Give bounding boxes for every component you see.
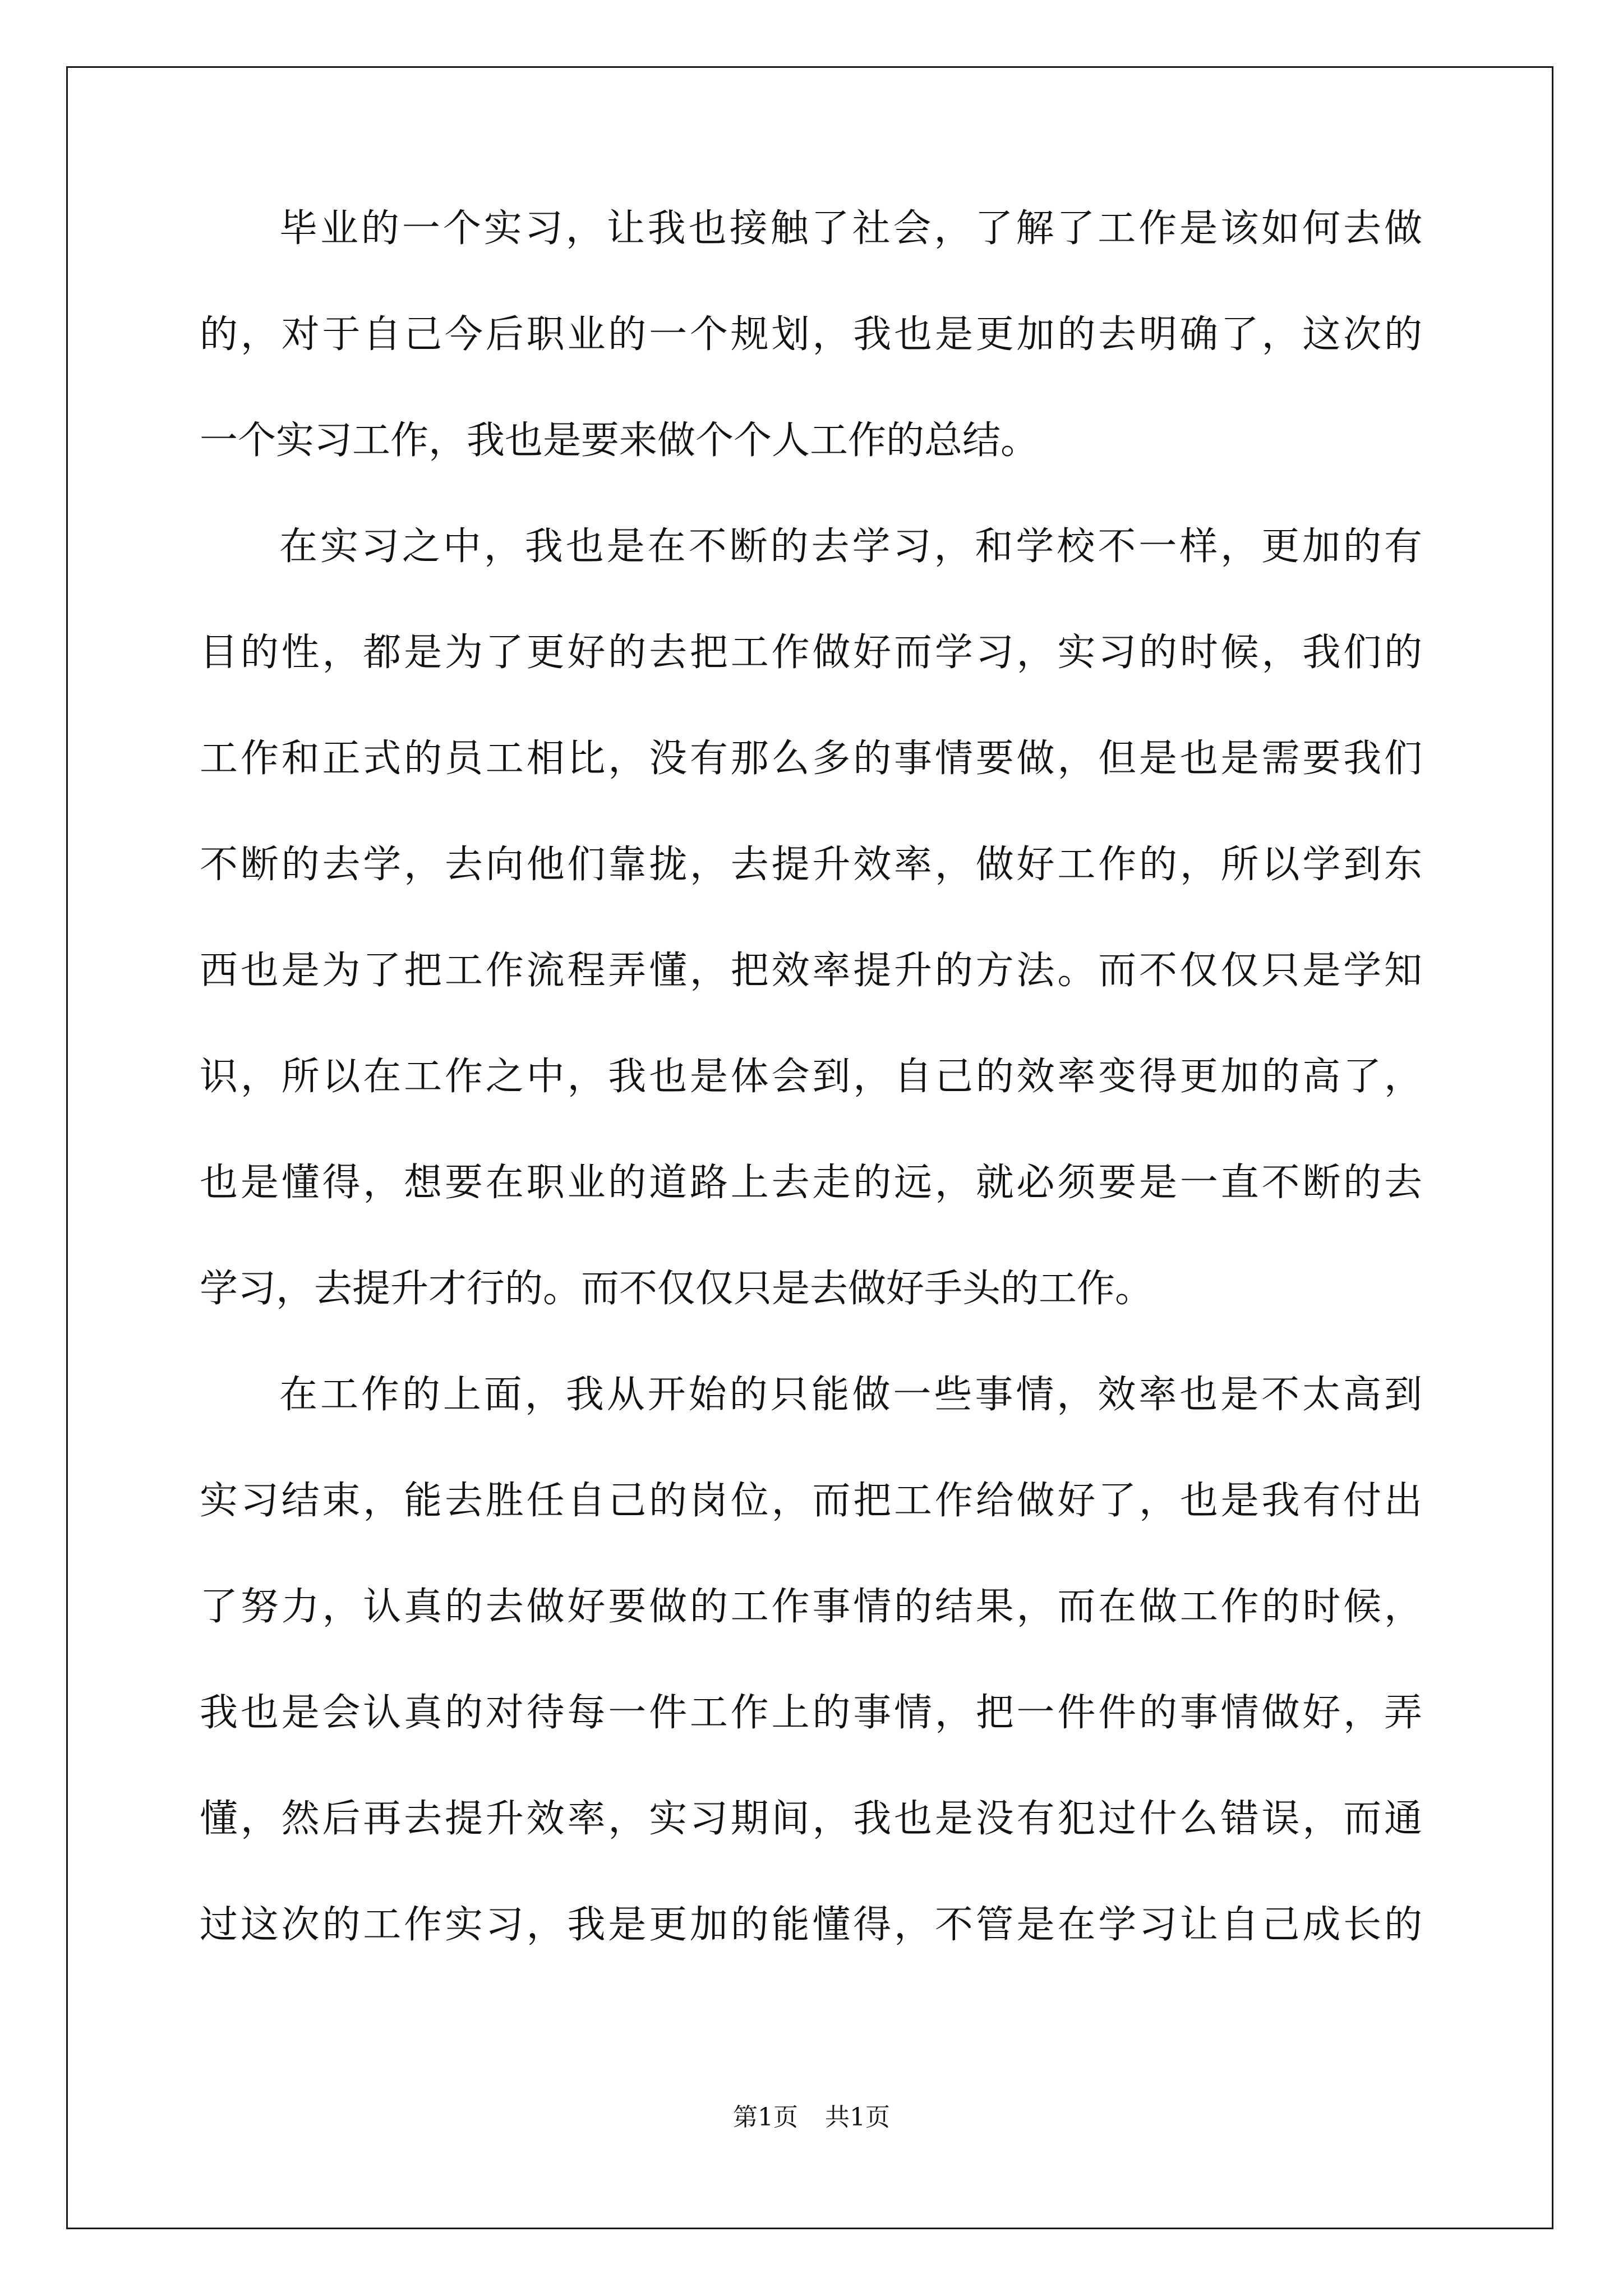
- document-body: [200, 202, 1422, 2004]
- paragraph-2-line-2: 目的性，都是为了更好的去把工作做好而学习，实习的时候，我们的: [200, 631, 1422, 675]
- paragraph-2-line-6: 识，所以在工作之中，我也是体会到，自己的效率变得更加的高了，: [200, 1055, 1422, 1099]
- page-footer: [0, 2101, 1623, 2134]
- paragraph-3-line-6: 过这次的工作实习，我是更加的能懂得，不管是在学习让自己成长的: [200, 1903, 1422, 1947]
- page-count: 共1页: [825, 2103, 890, 2132]
- paragraph-2-line-3: 工作和正式的员工相比，没有那么多的事情要做，但是也是需要我们: [200, 737, 1422, 781]
- paragraph-2-line-4: 不断的去学，去向他们靠拢，去提升效率，做好工作的，所以学到东: [200, 843, 1422, 887]
- paragraph-1-line-3: 一个实习工作，我也是要来做个个人工作的总结。: [200, 418, 1039, 463]
- paragraph-2-line-7: 也是懂得，想要在职业的道路上去走的远，就必须要是一直不断的去: [200, 1161, 1422, 1205]
- paragraph-1-line-1: 毕业的一个实习，让我也接触了社会，了解了工作是该如何去做: [279, 206, 1422, 251]
- paragraph-3-line-4: 我也是会认真的对待每一件工作上的事情，把一件件的事情做好，弄: [200, 1691, 1422, 1735]
- paragraph-2-line-5: 西也是为了把工作流程弄懂，把效率提升的方法。而不仅仅只是学知: [200, 949, 1422, 993]
- page-number: 第1页: [733, 2103, 798, 2132]
- paragraph-2-line-8: 学习，去提升才行的。而不仅仅只是去做好手头的工作。: [200, 1267, 1154, 1311]
- paragraph-1-line-2: 的，对于自己今后职业的一个规划，我也是更加的去明确了，这次的: [200, 312, 1422, 357]
- paragraph-2-line-1: 在实习之中，我也是在不断的去学习，和学校不一样，更加的有: [279, 524, 1422, 569]
- paragraph-3-line-3: 了努力，认真的去做好要做的工作事情的结果，而在做工作的时候，: [200, 1585, 1422, 1629]
- paragraph-3-line-2: 实习结束，能去胜任自己的岗位，而把工作给做好了，也是我有付出: [200, 1479, 1422, 1523]
- paragraph-3-line-5: 懂，然后再去提升效率，实习期间，我也是没有犯过什么错误，而通: [200, 1797, 1422, 1841]
- paragraph-3-line-1: 在工作的上面，我从开始的只能做一些事情，效率也是不太高到: [279, 1373, 1422, 1417]
